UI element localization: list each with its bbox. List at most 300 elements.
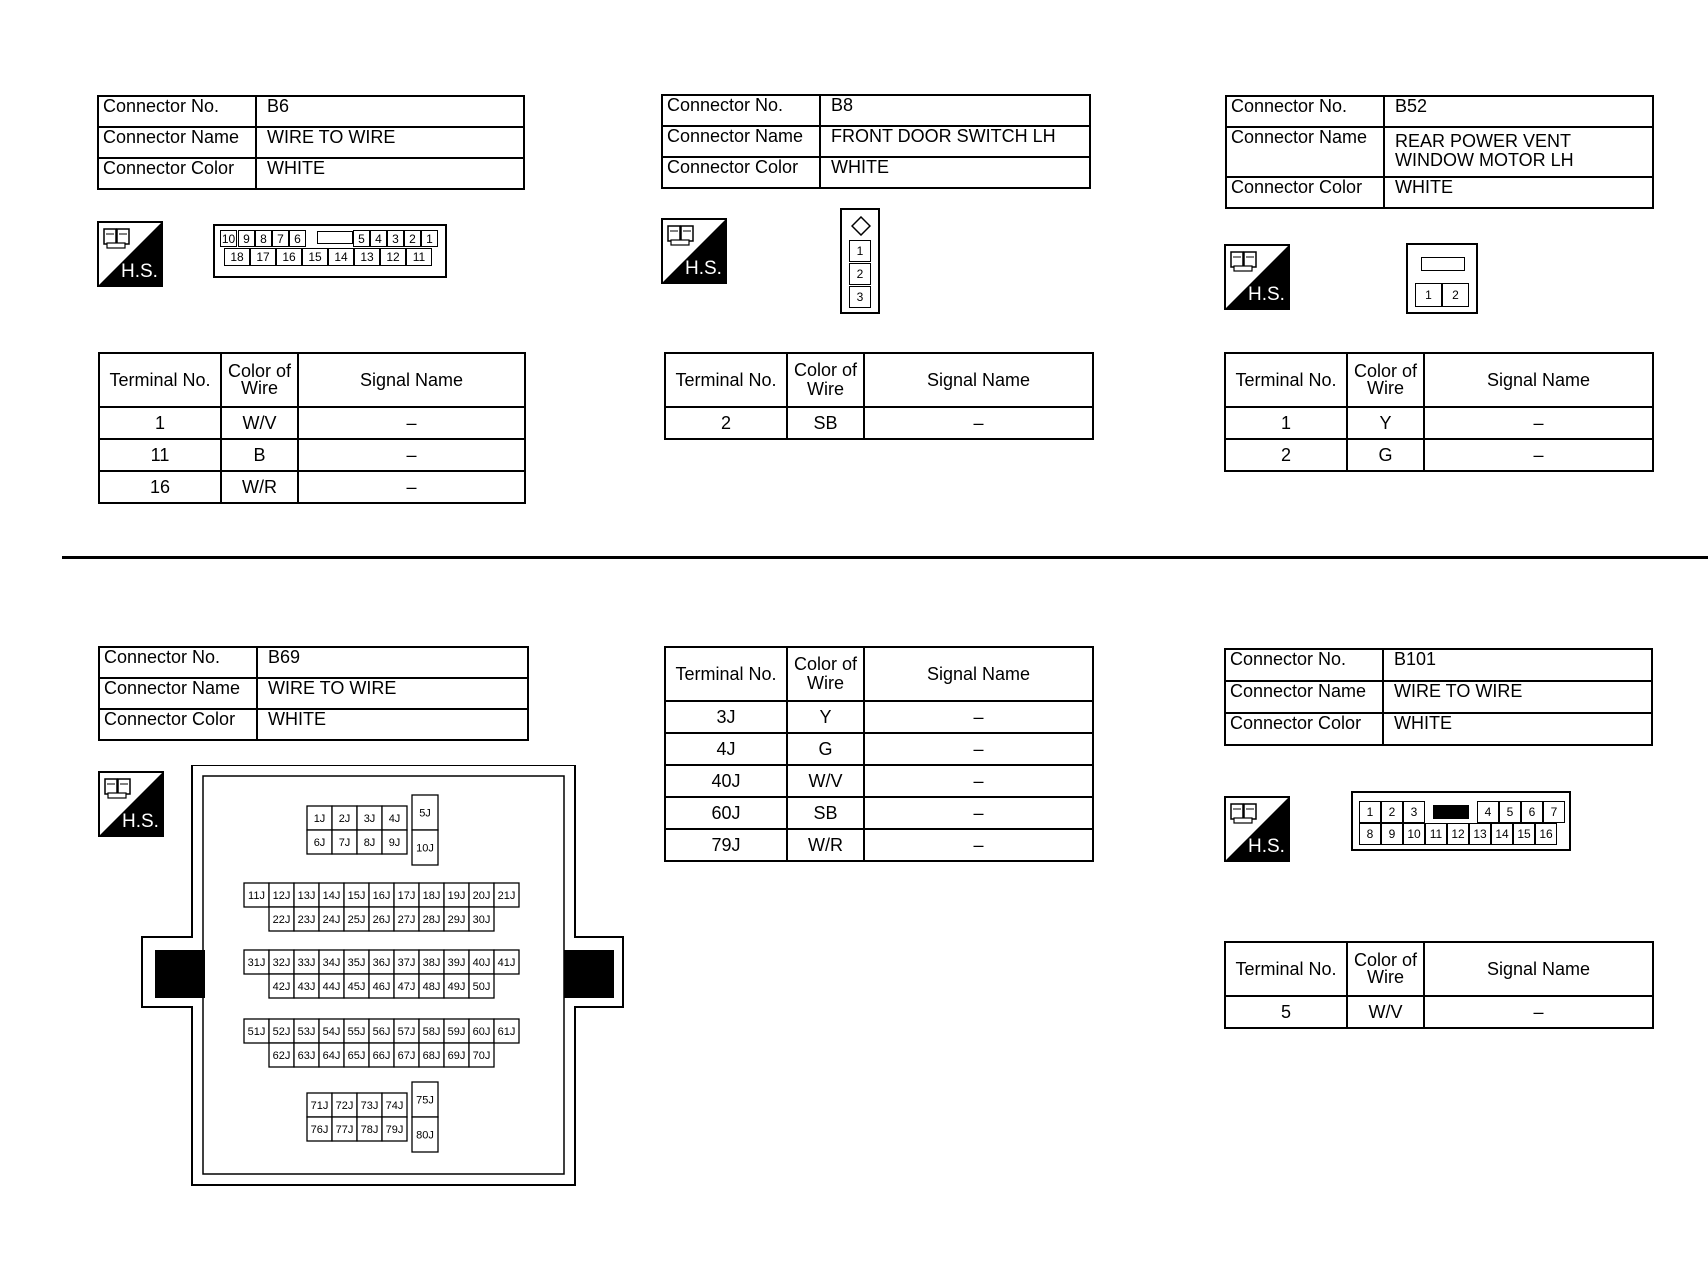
signal-name-header: Signal Name: [864, 647, 1093, 701]
connector-pin: [319, 1043, 344, 1067]
connector-pin: [294, 950, 319, 974]
connector-pin: [294, 974, 319, 998]
connector-pin: [319, 907, 344, 931]
connector-pin: 2: [1381, 801, 1403, 823]
connector-pin: 18: [224, 248, 250, 266]
connector-color-value: WHITE: [256, 158, 524, 189]
b6-info-table: [97, 95, 525, 190]
table-row: [665, 701, 1093, 733]
svg-text:30J: 30J: [472, 914, 491, 926]
connector-pin: 15: [302, 248, 328, 266]
svg-text:23J: 23J: [297, 914, 316, 926]
connector-pin: [332, 830, 357, 854]
hs-badge-label: H.S.: [1248, 836, 1285, 857]
svg-text:4J: 4J: [388, 813, 401, 825]
connector-pin: [412, 1117, 438, 1152]
connector-pin: [394, 950, 419, 974]
section-divider: [62, 556, 1708, 559]
wire-color: SB: [787, 407, 864, 439]
svg-text:17J: 17J: [397, 890, 416, 902]
connector-pin: 4: [1477, 801, 1499, 823]
svg-text:41J: 41J: [497, 957, 516, 969]
connector-pin: [369, 974, 394, 998]
connector-name-value: WIRE TO WIRE: [257, 678, 528, 709]
b8-connector-face: [840, 208, 880, 314]
terminal-no-header: Terminal No.: [665, 353, 787, 407]
connector-pin: [469, 883, 494, 907]
connector-pin: [332, 1093, 357, 1117]
connector-pin: [394, 974, 419, 998]
connector-pin: [469, 974, 494, 998]
connector-no-value: B69: [257, 647, 528, 678]
connector-pin: 3: [387, 230, 404, 247]
signal-name: –: [864, 407, 1093, 439]
svg-text:66J: 66J: [372, 1050, 391, 1062]
connector-pin: [369, 950, 394, 974]
connector-pin: 5: [353, 230, 370, 247]
b6-connector-face: [213, 224, 447, 278]
svg-text:7J: 7J: [338, 837, 351, 849]
svg-text:27J: 27J: [397, 914, 416, 926]
connector-pin: 4: [370, 230, 387, 247]
connector-no-value: B52: [1384, 96, 1653, 127]
svg-text:33J: 33J: [297, 957, 316, 969]
connector-pin: [469, 1043, 494, 1067]
connector-pin: [382, 1117, 407, 1141]
connector-pin: 7: [1543, 801, 1565, 823]
connector-pin: [357, 1117, 382, 1141]
svg-text:53J: 53J: [297, 1026, 316, 1038]
b52-info-table: [1225, 95, 1654, 209]
connector-pin: [244, 883, 269, 907]
terminal-no: 79J: [665, 829, 787, 861]
connector-lock-tab: [1433, 805, 1469, 819]
connector-pin: [244, 950, 269, 974]
connector-pin: 6: [1521, 801, 1543, 823]
connector-color-label: Connector Color: [1225, 713, 1383, 745]
connector-pin: [444, 1043, 469, 1067]
connector-pin: [319, 883, 344, 907]
connector-pin: [294, 1019, 319, 1043]
svg-text:76J: 76J: [310, 1124, 329, 1136]
connector-pin: 1: [849, 240, 871, 262]
svg-text:5J: 5J: [419, 807, 431, 820]
connector-pin: [344, 950, 369, 974]
connector-name-label: Connector Name: [99, 678, 257, 709]
svg-text:18J: 18J: [422, 890, 441, 902]
connector-pin: [344, 1043, 369, 1067]
connector-pin: 13: [1469, 823, 1491, 845]
hs-badge-label: H.S.: [121, 261, 158, 282]
b8-terminal-table: [664, 352, 1094, 440]
connector-pin: [307, 1093, 332, 1117]
connector-pin: [307, 806, 332, 830]
wire-color: W/V: [1347, 996, 1424, 1028]
connector-color-label: Connector Color: [662, 157, 820, 188]
connector-pin: 1: [1359, 801, 1381, 823]
connector-pin: [319, 974, 344, 998]
signal-name-header: Signal Name: [1424, 942, 1653, 996]
connector-name-label: Connector Name: [98, 127, 256, 158]
svg-text:24J: 24J: [322, 914, 341, 926]
connector-pin: 13: [354, 248, 380, 266]
svg-text:12J: 12J: [272, 890, 291, 902]
connector-pin: [444, 974, 469, 998]
connector-pin: [419, 1019, 444, 1043]
svg-text:80J: 80J: [416, 1129, 434, 1142]
connector-pin: [394, 1043, 419, 1067]
b69-terminal-table: [664, 646, 1094, 862]
connector-pin: [357, 830, 382, 854]
connector-pin: [382, 830, 407, 854]
signal-name: –: [298, 407, 525, 439]
signal-name: –: [1424, 996, 1653, 1028]
connector-color-value: WHITE: [1383, 713, 1652, 745]
b69-info-table: [98, 646, 529, 741]
signal-name-header: Signal Name: [864, 353, 1093, 407]
connector-pin: [382, 1093, 407, 1117]
connector-pin: [494, 1019, 519, 1043]
svg-text:43J: 43J: [297, 981, 316, 993]
b6-terminal-table: [98, 352, 526, 504]
connector-no-value: B6: [256, 96, 524, 127]
svg-text:42J: 42J: [272, 981, 291, 993]
hs-badge-label: H.S.: [685, 258, 722, 279]
connector-pin: [412, 1082, 438, 1117]
connector-no-label: Connector No.: [1225, 649, 1383, 681]
svg-text:57J: 57J: [397, 1026, 416, 1038]
connector-pin: [307, 1117, 332, 1141]
terminal-no: 1: [99, 407, 221, 439]
svg-text:34J: 34J: [322, 957, 341, 969]
connector-pin: [394, 1019, 419, 1043]
terminal-no: 2: [1225, 439, 1347, 471]
connector-lock-tab: [317, 231, 353, 244]
svg-text:56J: 56J: [372, 1026, 391, 1038]
table-row: [99, 407, 525, 439]
connector-pin: 6: [289, 230, 306, 247]
connector-pin: 5: [1499, 801, 1521, 823]
connector-pin: 1: [421, 230, 438, 247]
svg-text:20J: 20J: [472, 890, 491, 902]
signal-name: –: [864, 797, 1093, 829]
svg-text:58J: 58J: [422, 1026, 441, 1038]
connector-color-label: Connector Color: [1226, 177, 1384, 208]
connector-pin: [494, 883, 519, 907]
table-row: [99, 439, 525, 471]
table-row: [665, 829, 1093, 861]
connector-pin: 16: [1535, 823, 1557, 845]
connector-pin: 15: [1513, 823, 1535, 845]
terminal-no: 1: [1225, 407, 1347, 439]
connector-pin: [469, 1019, 494, 1043]
svg-text:68J: 68J: [422, 1050, 441, 1062]
connector-pin: [357, 806, 382, 830]
connector-pin: [294, 1043, 319, 1067]
connector-pin: 12: [380, 248, 406, 266]
b101-terminal-table: [1224, 941, 1654, 1029]
svg-text:16J: 16J: [372, 890, 391, 902]
svg-text:10J: 10J: [416, 842, 434, 855]
svg-text:77J: 77J: [335, 1124, 354, 1136]
connector-pin: 9: [238, 230, 255, 247]
terminal-no: 5: [1225, 996, 1347, 1028]
connector-pin: [469, 907, 494, 931]
wire-color: G: [787, 733, 864, 765]
connector-pin: [419, 1043, 444, 1067]
connector-pin: 14: [328, 248, 354, 266]
terminal-no-header: Terminal No.: [99, 353, 221, 407]
connector-pin: 3: [849, 286, 871, 308]
connector-color-label: Connector Color: [98, 158, 256, 189]
connector-pin: [332, 1117, 357, 1141]
svg-text:65J: 65J: [347, 1050, 366, 1062]
svg-text:59J: 59J: [447, 1026, 466, 1038]
connector-no-label: Connector No.: [99, 647, 257, 678]
key-diamond-icon: [851, 216, 871, 236]
svg-text:40J: 40J: [472, 957, 491, 969]
svg-text:49J: 49J: [447, 981, 466, 993]
color-of-wire-header: Color of Wire: [221, 353, 298, 407]
hs-harness-side-icon: [661, 218, 727, 284]
hs-harness-side-icon: [97, 221, 163, 287]
svg-text:13J: 13J: [297, 890, 316, 902]
connector-pin: [382, 806, 407, 830]
color-of-wire-header: Color of Wire: [787, 647, 864, 701]
connector-pin: 9: [1381, 823, 1403, 845]
svg-text:51J: 51J: [247, 1026, 266, 1038]
connector-pin: [269, 907, 294, 931]
connector-pin: [294, 883, 319, 907]
svg-text:38J: 38J: [422, 957, 441, 969]
svg-text:8J: 8J: [363, 837, 376, 849]
signal-name: –: [1424, 407, 1653, 439]
connector-pin: 2: [1442, 283, 1469, 307]
connector-pin: 11: [406, 248, 432, 266]
connector-color-label: Connector Color: [99, 709, 257, 740]
connector-no-value: B101: [1383, 649, 1652, 681]
connector-no-label: Connector No.: [662, 95, 820, 126]
signal-name-header: Signal Name: [1424, 353, 1653, 407]
b101-connector-face: [1351, 791, 1571, 851]
terminal-no: 40J: [665, 765, 787, 797]
connector-pin: [244, 1019, 269, 1043]
connector-pin: [344, 1019, 369, 1043]
connector-pin: [419, 974, 444, 998]
svg-text:70J: 70J: [472, 1050, 491, 1062]
connector-color-value: WHITE: [257, 709, 528, 740]
connector-pin: [394, 883, 419, 907]
connector-pin: 2: [849, 263, 871, 285]
connector-pin: 16: [276, 248, 302, 266]
terminal-no: 11: [99, 439, 221, 471]
connector-pin: [412, 830, 438, 865]
connector-no-label: Connector No.: [98, 96, 256, 127]
svg-text:44J: 44J: [322, 981, 341, 993]
svg-text:60J: 60J: [472, 1026, 491, 1038]
table-row: [1225, 439, 1653, 471]
svg-text:35J: 35J: [347, 957, 366, 969]
connector-pin: [319, 950, 344, 974]
connector-name-value: REAR POWER VENT WINDOW MOTOR LH: [1384, 127, 1653, 177]
connector-pin: [444, 883, 469, 907]
hs-harness-side-icon: [1224, 796, 1290, 862]
connector-pin: 14: [1491, 823, 1513, 845]
wire-color: W/R: [221, 471, 298, 503]
svg-text:67J: 67J: [397, 1050, 416, 1062]
color-of-wire-header: Color of Wire: [1347, 353, 1424, 407]
svg-text:73J: 73J: [360, 1100, 379, 1112]
wire-color: Y: [1347, 407, 1424, 439]
connector-pin: 7: [272, 230, 289, 247]
connector-no-value: B8: [820, 95, 1090, 126]
connector-pin: 12: [1447, 823, 1469, 845]
svg-text:48J: 48J: [422, 981, 441, 993]
signal-name: –: [864, 765, 1093, 797]
svg-text:32J: 32J: [272, 957, 291, 969]
svg-text:14J: 14J: [322, 890, 341, 902]
svg-text:31J: 31J: [247, 957, 266, 969]
connector-lock-tab: [1421, 257, 1465, 271]
svg-text:54J: 54J: [322, 1026, 341, 1038]
svg-text:3J: 3J: [363, 813, 376, 825]
svg-text:72J: 72J: [335, 1100, 354, 1112]
svg-text:47J: 47J: [397, 981, 416, 993]
svg-text:74J: 74J: [385, 1100, 404, 1112]
connector-pin: [444, 1019, 469, 1043]
table-row: [99, 471, 525, 503]
table-row: [665, 765, 1093, 797]
terminal-no-header: Terminal No.: [665, 647, 787, 701]
svg-text:71J: 71J: [310, 1100, 329, 1112]
svg-text:22J: 22J: [272, 914, 291, 926]
wire-color: W/V: [221, 407, 298, 439]
terminal-no: 16: [99, 471, 221, 503]
connector-pin: [344, 907, 369, 931]
svg-text:26J: 26J: [372, 914, 391, 926]
connector-pin: [369, 907, 394, 931]
connector-pin: 10: [1403, 823, 1425, 845]
connector-no-label: Connector No.: [1226, 96, 1384, 127]
signal-name: –: [1424, 439, 1653, 471]
connector-name-value: WIRE TO WIRE: [1383, 681, 1652, 713]
wire-color: W/V: [787, 765, 864, 797]
connector-pin: [269, 950, 294, 974]
connector-name-value: WIRE TO WIRE: [256, 127, 524, 158]
connector-pin: [344, 883, 369, 907]
connector-pin: 8: [1359, 823, 1381, 845]
terminal-no: 3J: [665, 701, 787, 733]
connector-pin: 11: [1425, 823, 1447, 845]
wire-color: Y: [787, 701, 864, 733]
terminal-no: 4J: [665, 733, 787, 765]
hs-badge-label: H.S.: [122, 811, 159, 832]
table-row: [665, 797, 1093, 829]
svg-text:25J: 25J: [347, 914, 366, 926]
hs-badge-label: H.S.: [1248, 284, 1285, 305]
connector-pin: [344, 974, 369, 998]
terminal-no-header: Terminal No.: [1225, 942, 1347, 996]
wire-color: B: [221, 439, 298, 471]
wire-color: W/R: [787, 829, 864, 861]
signal-name: –: [298, 471, 525, 503]
terminal-no: 2: [665, 407, 787, 439]
wire-color: SB: [787, 797, 864, 829]
connector-pin: [269, 1043, 294, 1067]
color-of-wire-header: Color of Wire: [787, 353, 864, 407]
svg-text:29J: 29J: [447, 914, 466, 926]
svg-text:75J: 75J: [416, 1094, 434, 1107]
connector-pin: 10: [221, 231, 236, 246]
svg-text:64J: 64J: [322, 1050, 341, 1062]
svg-text:78J: 78J: [360, 1124, 379, 1136]
connector-pin: [369, 1043, 394, 1067]
connector-pin: [419, 907, 444, 931]
signal-name: –: [864, 733, 1093, 765]
connector-pin: [412, 795, 438, 830]
connector-pin: [294, 907, 319, 931]
connector-pin: 3: [1403, 801, 1425, 823]
svg-text:79J: 79J: [385, 1124, 404, 1136]
connector-pin: [369, 883, 394, 907]
connector-pin: 17: [250, 248, 276, 266]
b69-connector-face: [140, 765, 625, 1187]
svg-text:15J: 15J: [347, 890, 366, 902]
connector-pin: [307, 830, 332, 854]
connector-color-value: WHITE: [1384, 177, 1653, 208]
connector-pin: [394, 907, 419, 931]
svg-text:36J: 36J: [372, 957, 391, 969]
svg-text:69J: 69J: [447, 1050, 466, 1062]
table-row: [1225, 996, 1653, 1028]
wire-color: G: [1347, 439, 1424, 471]
svg-text:61J: 61J: [497, 1026, 516, 1038]
connector-pin: [269, 883, 294, 907]
signal-name: –: [864, 701, 1093, 733]
connector-pin: [319, 1019, 344, 1043]
svg-text:2J: 2J: [338, 813, 351, 825]
connector-name-label: Connector Name: [1225, 681, 1383, 713]
svg-text:37J: 37J: [397, 957, 416, 969]
connector-name-label: Connector Name: [662, 126, 820, 157]
svg-text:6J: 6J: [313, 837, 326, 849]
b101-info-table: [1224, 648, 1653, 746]
svg-text:62J: 62J: [272, 1050, 291, 1062]
connector-pin: 1: [1415, 283, 1442, 307]
connector-pin: [469, 950, 494, 974]
connector-color-value: WHITE: [820, 157, 1090, 188]
svg-text:52J: 52J: [272, 1026, 291, 1038]
terminal-no: 60J: [665, 797, 787, 829]
signal-name: –: [864, 829, 1093, 861]
svg-text:28J: 28J: [422, 914, 441, 926]
connector-name-label: Connector Name: [1226, 127, 1384, 177]
svg-text:11J: 11J: [248, 890, 265, 902]
signal-name: –: [298, 439, 525, 471]
connector-pin: [444, 907, 469, 931]
signal-name-header: Signal Name: [298, 353, 525, 407]
table-row: [1225, 407, 1653, 439]
b52-connector-face: [1406, 243, 1478, 314]
connector-pin: [269, 974, 294, 998]
connector-pin: [494, 950, 519, 974]
terminal-no-header: Terminal No.: [1225, 353, 1347, 407]
svg-text:55J: 55J: [347, 1026, 366, 1038]
svg-text:39J: 39J: [447, 957, 466, 969]
svg-text:46J: 46J: [372, 981, 391, 993]
svg-text:21J: 21J: [497, 890, 516, 902]
svg-text:9J: 9J: [388, 837, 401, 849]
